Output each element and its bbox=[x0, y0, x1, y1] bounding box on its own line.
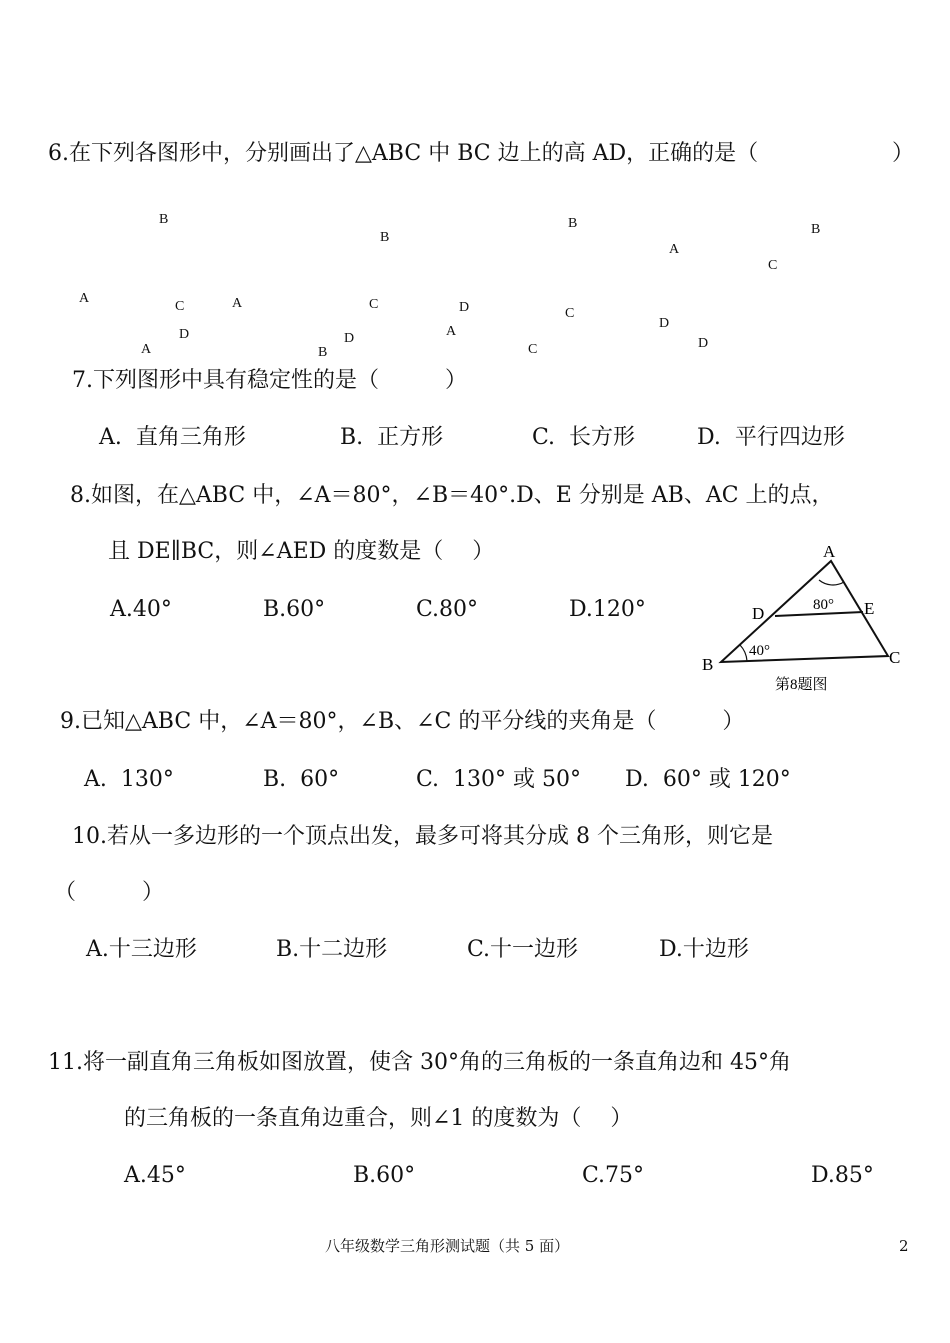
q8-option-c: C.80° bbox=[416, 597, 479, 622]
q10-option-d: D.十边形 bbox=[659, 937, 749, 962]
q11-option-a: A.45° bbox=[124, 1163, 186, 1188]
q8-option-d: D.120° bbox=[569, 597, 646, 622]
figure1-label-a: A bbox=[79, 291, 90, 306]
q7-option-a: A. 直角三角形 bbox=[99, 425, 246, 450]
q8-stem-2: 且 DE∥BC，则∠AED 的度数是（ ） bbox=[108, 539, 495, 564]
figure1-label-a2: A bbox=[141, 342, 152, 357]
q11-option-b: B.60° bbox=[353, 1163, 416, 1188]
angle-a-label: 80° bbox=[813, 597, 834, 613]
q8-option-b: B.60° bbox=[263, 597, 326, 622]
figure1-label-c: C bbox=[175, 299, 185, 314]
figure3-label-c: C bbox=[565, 306, 575, 321]
figure4-label-a: A bbox=[669, 242, 680, 257]
figure1-label-d: D bbox=[179, 327, 190, 342]
figure2-label-b: B bbox=[380, 230, 390, 245]
figure2-label-a: A bbox=[232, 296, 243, 311]
figure4-label-d2: D bbox=[698, 336, 709, 351]
figure4-label-c: C bbox=[768, 258, 778, 273]
q7-option-d: D. 平行四边形 bbox=[697, 425, 845, 450]
page-number: 2 bbox=[899, 1237, 909, 1255]
q11-option-c: C.75° bbox=[582, 1163, 645, 1188]
q10-stem-2: （ ） bbox=[54, 880, 165, 905]
vertex-b-label: B bbox=[702, 655, 714, 674]
footer-title: 八年级数学三角形测试题（共 5 面） bbox=[325, 1237, 570, 1255]
q10-option-c: C.十一边形 bbox=[467, 937, 579, 962]
q6-stem: 6.在下列各图形中，分别画出了△ABC 中 BC 边上的高 AD，正确的是（ bbox=[48, 141, 759, 166]
q9-stem: 9.已知△ABC 中，∠A＝80°，∠B、∠C 的平分线的夹角是（ ） bbox=[60, 709, 745, 734]
q9-option-d: D. 60° 或 120° bbox=[625, 767, 791, 792]
q10-stem: 10.若从一多边形的一个顶点出发，最多可将其分成 8 个三角形，则它是 bbox=[72, 824, 773, 849]
q8-option-a: A.40° bbox=[110, 597, 172, 622]
q9-option-b: B. 60° bbox=[263, 767, 340, 792]
point-d-label: D bbox=[752, 604, 765, 623]
figure2-label-c: C bbox=[369, 297, 379, 312]
figure-caption: 第8题图 bbox=[775, 677, 828, 693]
q8-stem: 8.如图，在△ABC 中，∠A＝80°，∠B＝40°.D、E 分别是 AB、AC 上的点， bbox=[70, 483, 834, 508]
figure2-label-b2: B bbox=[318, 345, 328, 360]
figure4-label-b: B bbox=[811, 222, 821, 237]
q11-stem-2: 的三角板的一条直角边重合，则∠1 的度数为（ ） bbox=[124, 1106, 633, 1131]
figure4-label-d: D bbox=[659, 316, 670, 331]
figure2-label-d: D bbox=[344, 331, 355, 346]
angle-a-arc bbox=[819, 580, 844, 585]
figure3-label-c2: C bbox=[528, 342, 538, 357]
q6-paren-close: ） bbox=[892, 141, 915, 166]
q7-stem: 7.下列图形中具有稳定性的是（ ） bbox=[72, 368, 467, 393]
q9-option-c: C. 130° 或 50° bbox=[416, 767, 582, 792]
angle-b-arc bbox=[740, 645, 747, 661]
vertex-c-label: C bbox=[889, 648, 901, 667]
figure3-label-d: D bbox=[459, 300, 470, 315]
point-e-label: E bbox=[864, 599, 875, 618]
figure3-label-b: B bbox=[568, 216, 578, 231]
q7-option-b: B. 正方形 bbox=[340, 425, 444, 450]
figure1-label-b: B bbox=[159, 212, 169, 227]
q10-option-b: B.十二边形 bbox=[276, 937, 388, 962]
figure3-label-a: A bbox=[446, 324, 457, 339]
q7-option-c: C. 长方形 bbox=[532, 425, 636, 450]
q11-option-d: D.85° bbox=[811, 1163, 874, 1188]
q10-option-a: A.十三边形 bbox=[86, 937, 197, 962]
q11-stem: 11.将一副直角三角板如图放置，使含 30°角的三角板的一条直角边和 45°角 bbox=[48, 1050, 791, 1075]
q8-triangle-figure bbox=[695, 538, 925, 698]
vertex-a-label: A bbox=[823, 542, 836, 561]
angle-b-label: 40° bbox=[749, 643, 770, 659]
q9-option-a: A. 130° bbox=[84, 767, 174, 792]
